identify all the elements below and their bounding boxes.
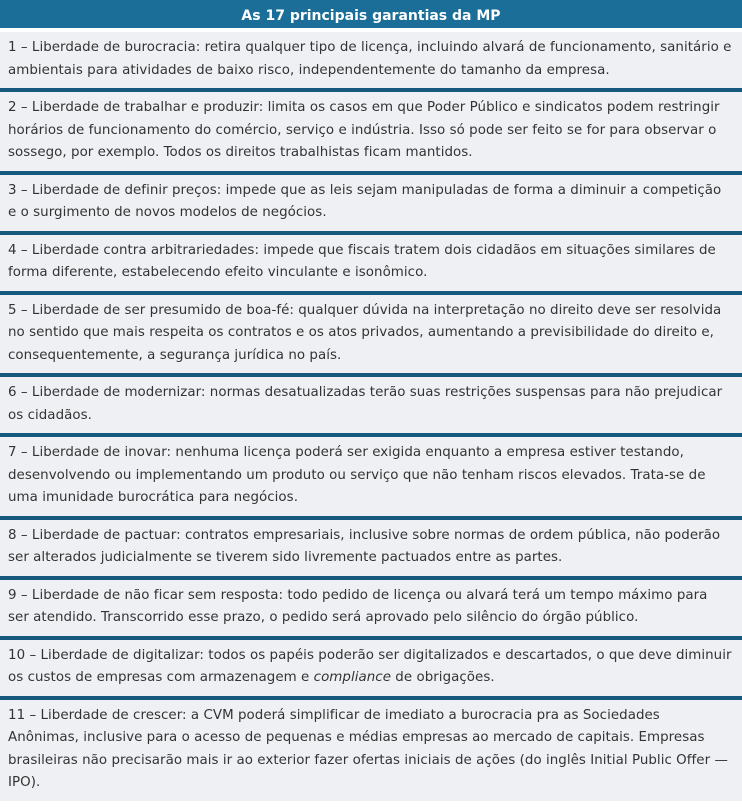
guarantee-item-5: 5 – Liberdade de ser presumido de boa-fé: qualquer dúvida na interpretação no direito deve ser resolvida no sentido que mais respeita os contratos e os atos privados, aumentando a previsibilidade do direito e, consequentemente, a segurança jurídica no país. xyxy=(0,295,742,378)
guarantee-item-3: 3 – Liberdade de definir preços: impede que as leis sejam manipuladas de forma a diminuir a competição e o surgimento de novos modelos de negócios. xyxy=(0,175,742,235)
guarantee-item-9: 9 – Liberdade de não ficar sem resposta: todo pedido de licença ou alvará terá um tempo máximo para ser atendido. Transcorrido esse prazo, o pedido será aprovado pelo silêncio do órgão público. xyxy=(0,580,742,640)
table-header: As 17 principais garantias da MP xyxy=(0,0,742,32)
guarantee-item-1: 1 – Liberdade de burocracia: retira qualquer tipo de licença, incluindo alvará de funcionamento, sanitário e ambientais para atividades de baixo risco, independentemente do tamanho da empresa. xyxy=(0,32,742,92)
guarantee-item-2: 2 – Liberdade de trabalhar e produzir: limita os casos em que Poder Público e sindicatos podem restringir horários de funcionamento do comércio, serviço e indústria. Isso só pode ser feito se for para observar o sossego, por exemplo. Todos os direitos trabalhistas ficam mantidos. xyxy=(0,92,742,175)
guarantee-item-10-text-a: 10 – Liberdade de digitalizar: todos os papéis poderão ser digitalizados e descartados, o que deve diminuir os custos de empresas com armazenagem e xyxy=(8,647,732,685)
guarantee-item-10-emphasis: compliance xyxy=(313,670,391,685)
guarantee-item-4: 4 – Liberdade contra arbitrariedades: impede que fiscais tratem dois cidadãos em situações similares de forma diferente, estabelecendo efeito vinculante e isonômico. xyxy=(0,235,742,295)
guarantee-item-6: 6 – Liberdade de modernizar: normas desatualizadas terão suas restrições suspensas para não prejudicar os cidadãos. xyxy=(0,377,742,437)
guarantee-item-10-text-b: de obrigações. xyxy=(391,670,495,685)
guarantee-item-8: 8 – Liberdade de pactuar: contratos empresariais, inclusive sobre normas de ordem pública, não poderão ser alterados judicialmente se tiverem sido livremente pactuados entre as partes. xyxy=(0,520,742,580)
guarantee-item-7: 7 – Liberdade de inovar: nenhuma licença poderá ser exigida enquanto a empresa estiver testando, desenvolvendo ou implementando um produto ou serviço que não tenham riscos elevados. Trata-se de uma imunidade burocrática para negócios. xyxy=(0,437,742,520)
guarantee-item-11: 11 – Liberdade de crescer: a CVM poderá simplificar de imediato a burocracia pra as Sociedades Anônimas, inclusive para o acesso de pequenas e médias empresas ao mercado de capitais. Empresas brasileiras não precisarão mais ir ao exterior fazer ofertas iniciais de ações (do inglês Initial Public Offer — IPO). xyxy=(0,700,742,801)
guarantee-item-10 xyxy=(0,640,742,700)
